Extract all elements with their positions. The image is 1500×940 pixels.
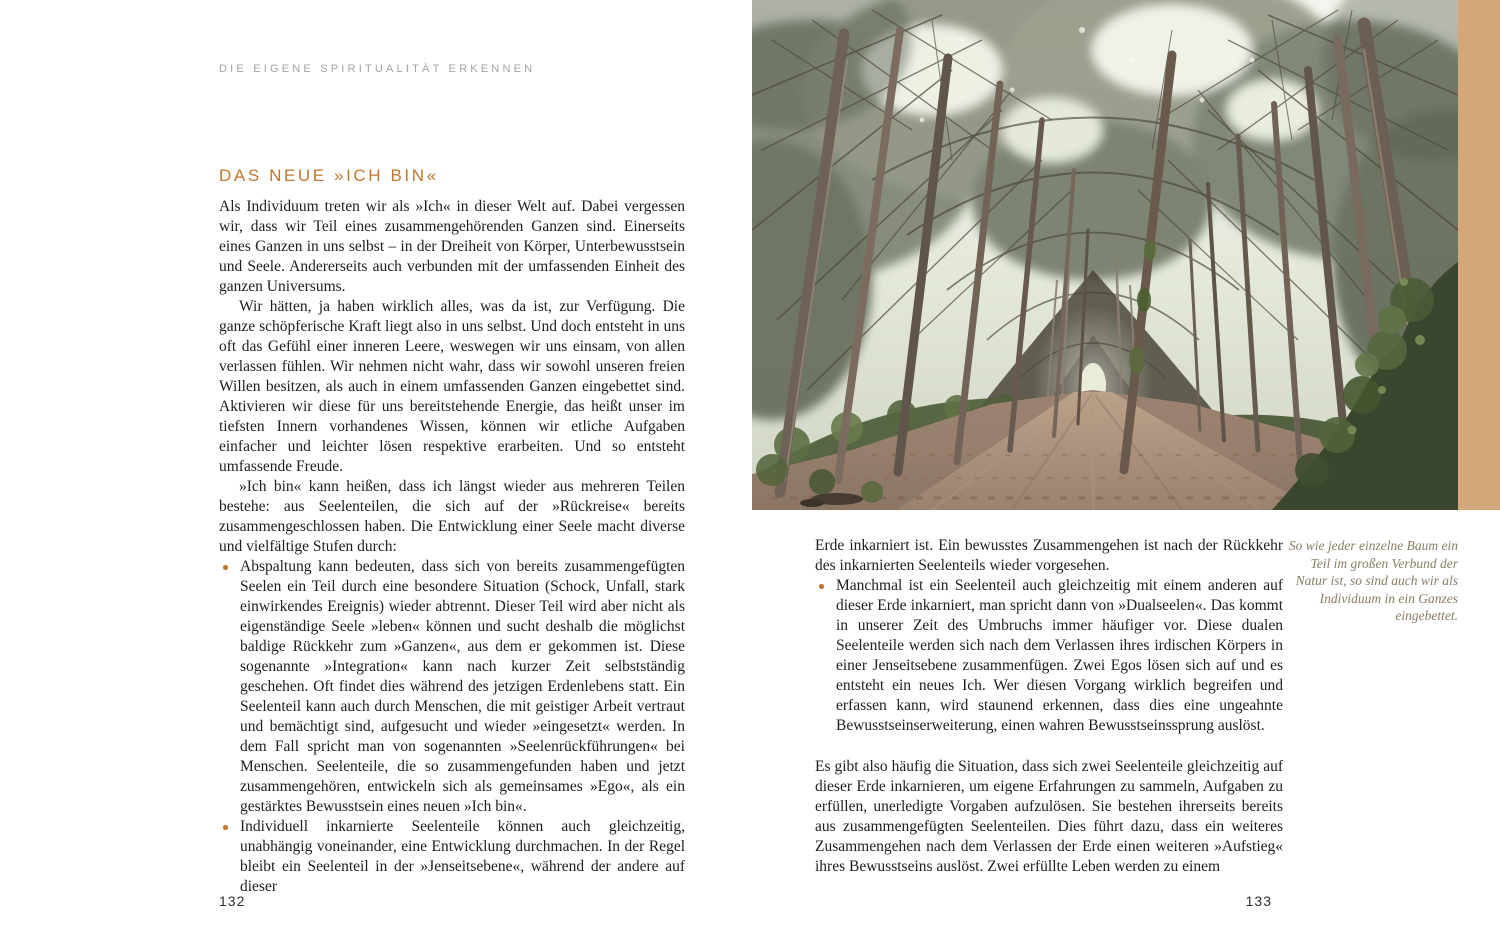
running-header: DIE EIGENE SPIRITUALITÄT ERKENNEN — [219, 63, 536, 75]
paragraph: »Ich bin« kann heißen, dass ich längst wieder aus mehreren Teilen bestehe: aus Seelenteilen, die sich auf der »Rückreise« bereits zusammengeschlossen haben. Die Entwicklung einer Seele macht diverse und vielfältige Stufen durch: — [219, 478, 685, 555]
bullet-continuation: Erde inkarniert ist. Ein bewusstes Zusammengehen ist nach der Rückkehr des inkarnierten Seelenteils wieder vorgesehen. — [815, 537, 1283, 574]
forest-photo — [752, 0, 1458, 510]
right-text-column — [815, 536, 1283, 877]
paragraph: Als Individuum treten wir als »Ich« in dieser Welt auf. Dabei vergessen wir, dass wir Teil eines zusammengehörenden Ganzen sind. Einerseits eines Ganzen in uns selbst – in der Dreiheit von Körper, Unterbewusstsein und Seele. Andererseits auch verbunden mit der umfassenden Einheit des ganzen Universums. — [219, 198, 685, 295]
bullet-list — [815, 576, 1283, 736]
bullet-item — [219, 557, 685, 817]
chapter-heading: DAS NEUE »ICH BIN« — [219, 166, 439, 185]
bullet-item — [219, 817, 685, 897]
bullet-list — [219, 557, 685, 897]
bullet-text: Individuell inkarnierte Seelenteile können auch gleichzeitig, unabhängig voneinander, eine Entwicklung durchmachen. In der Regel bleibt ein Seelenteil in der »Jenseitsebene«, während der andere auf dieser — [240, 818, 685, 895]
bullet-icon — [223, 565, 228, 570]
left-text-column — [219, 197, 685, 897]
paragraph: Es gibt also häufig die Situation, dass sich zwei Seelenteile gleichzeitig auf dieser Erde inkarnieren, um eigene Erfahrungen zu sammeln, Aufgaben zu erfüllen, unerledigte Vorgaben aufzulösen. Sie bestehen ihrerseits bereits aus zusammengefügten Seelenteilen. Dies führt dazu, dass ein weiteres Zusammengehen nach dem Verlassen der Erde einen weiteren »Aufstieg« ihres Bewusstseins auslöst. Zwei erfüllte Leben werden zu einem — [815, 758, 1283, 875]
edge-accent-bar — [1458, 0, 1500, 510]
bullet-text: Manchmal ist ein Seelenteil auch gleichzeitig mit einem anderen auf dieser Erde inkarniert, man spricht dann von »Dualseelen«. Das kommt in unserer Zeit des Umbruchs immer häufiger vor. Diese dualen Seelenteile werden sich nach dem Verlassen ihres irdischen Körpers in einer Jenseitsebene zusammenfügen. Zwei Egos lösen sich auf und es entsteht ein neues Ich. Wer diesen Vorgang wirklich begreifen und erfassen kann, wird staunend erkennen, dass dies eine ungeahnte Bewusstseinserweiterung, einen wahren Bewusstseinssprung auslöst. — [836, 577, 1283, 734]
bullet-icon — [223, 825, 228, 830]
bullet-icon — [819, 584, 824, 589]
bullet-text: Abspaltung kann bedeuten, dass sich von bereits zusammengefügten Seelen ein Teil durch eine besondere Situation (Schock, Unfall, stark einwirkendes Ereignis) wieder abtrennt. Dieser Teil wird aber nicht als eigenständige Seele »leben« können und sucht deshalb die möglichst baldige Rückkehr zum »Ganzen«, aus dem er gekommen ist. Diese sogenannte »Integration« kann nach kurzer Zeit selbstständig geschehen. Oft findet dies während des jetzigen Erdenlebens statt. Ein Seelenteil kann auch durch Menschen, die mit geistiger Arbeit vertraut und bemächtigt sind, aufgesucht und wieder »eingesetzt« werden. In dem Fall spricht man von sogenannten »Seelenrückführungen« bei Menschen. Seelenteile, die so zusammengefunden haben und jetzt zusammengehören, entwickeln sich als gemeinsames »Ego«, als ein gestärktes Bewusstsein eines neuen »Ich bin«. — [240, 558, 685, 815]
photo-caption: So wie jeder einzelne Baum ein Teil im großen Verbund der Natur ist, so sind auch wir als Individuum in ein Ganzes eingebettet. — [1288, 538, 1458, 623]
page-number-right: 133 — [1245, 893, 1272, 909]
bullet-item — [815, 576, 1283, 736]
paragraph: Wir hätten, ja haben wirklich alles, was da ist, zur Verfügung. Die ganze schöpferische Kraft liegt also in uns selbst. Und doch entsteht in uns oft das Gefühl einer inneren Leere, weswegen wir uns einsam, von allen verlassen fühlen. Wir nehmen nicht wahr, dass wir sowohl unseren freien Willen besitzen, als auch in einem umfassenden Ganzen eingebettet sind. Aktivieren wir diese für uns bereitstehende Energie, das heißt unser im tiefsten Innern vorhandenes Wissen, können wir etliche Aufgaben einfacher und leichter lösen respektive erarbeiten. Und so entsteht umfassende Freude. — [219, 298, 685, 475]
page-number-left: 132 — [219, 893, 246, 909]
